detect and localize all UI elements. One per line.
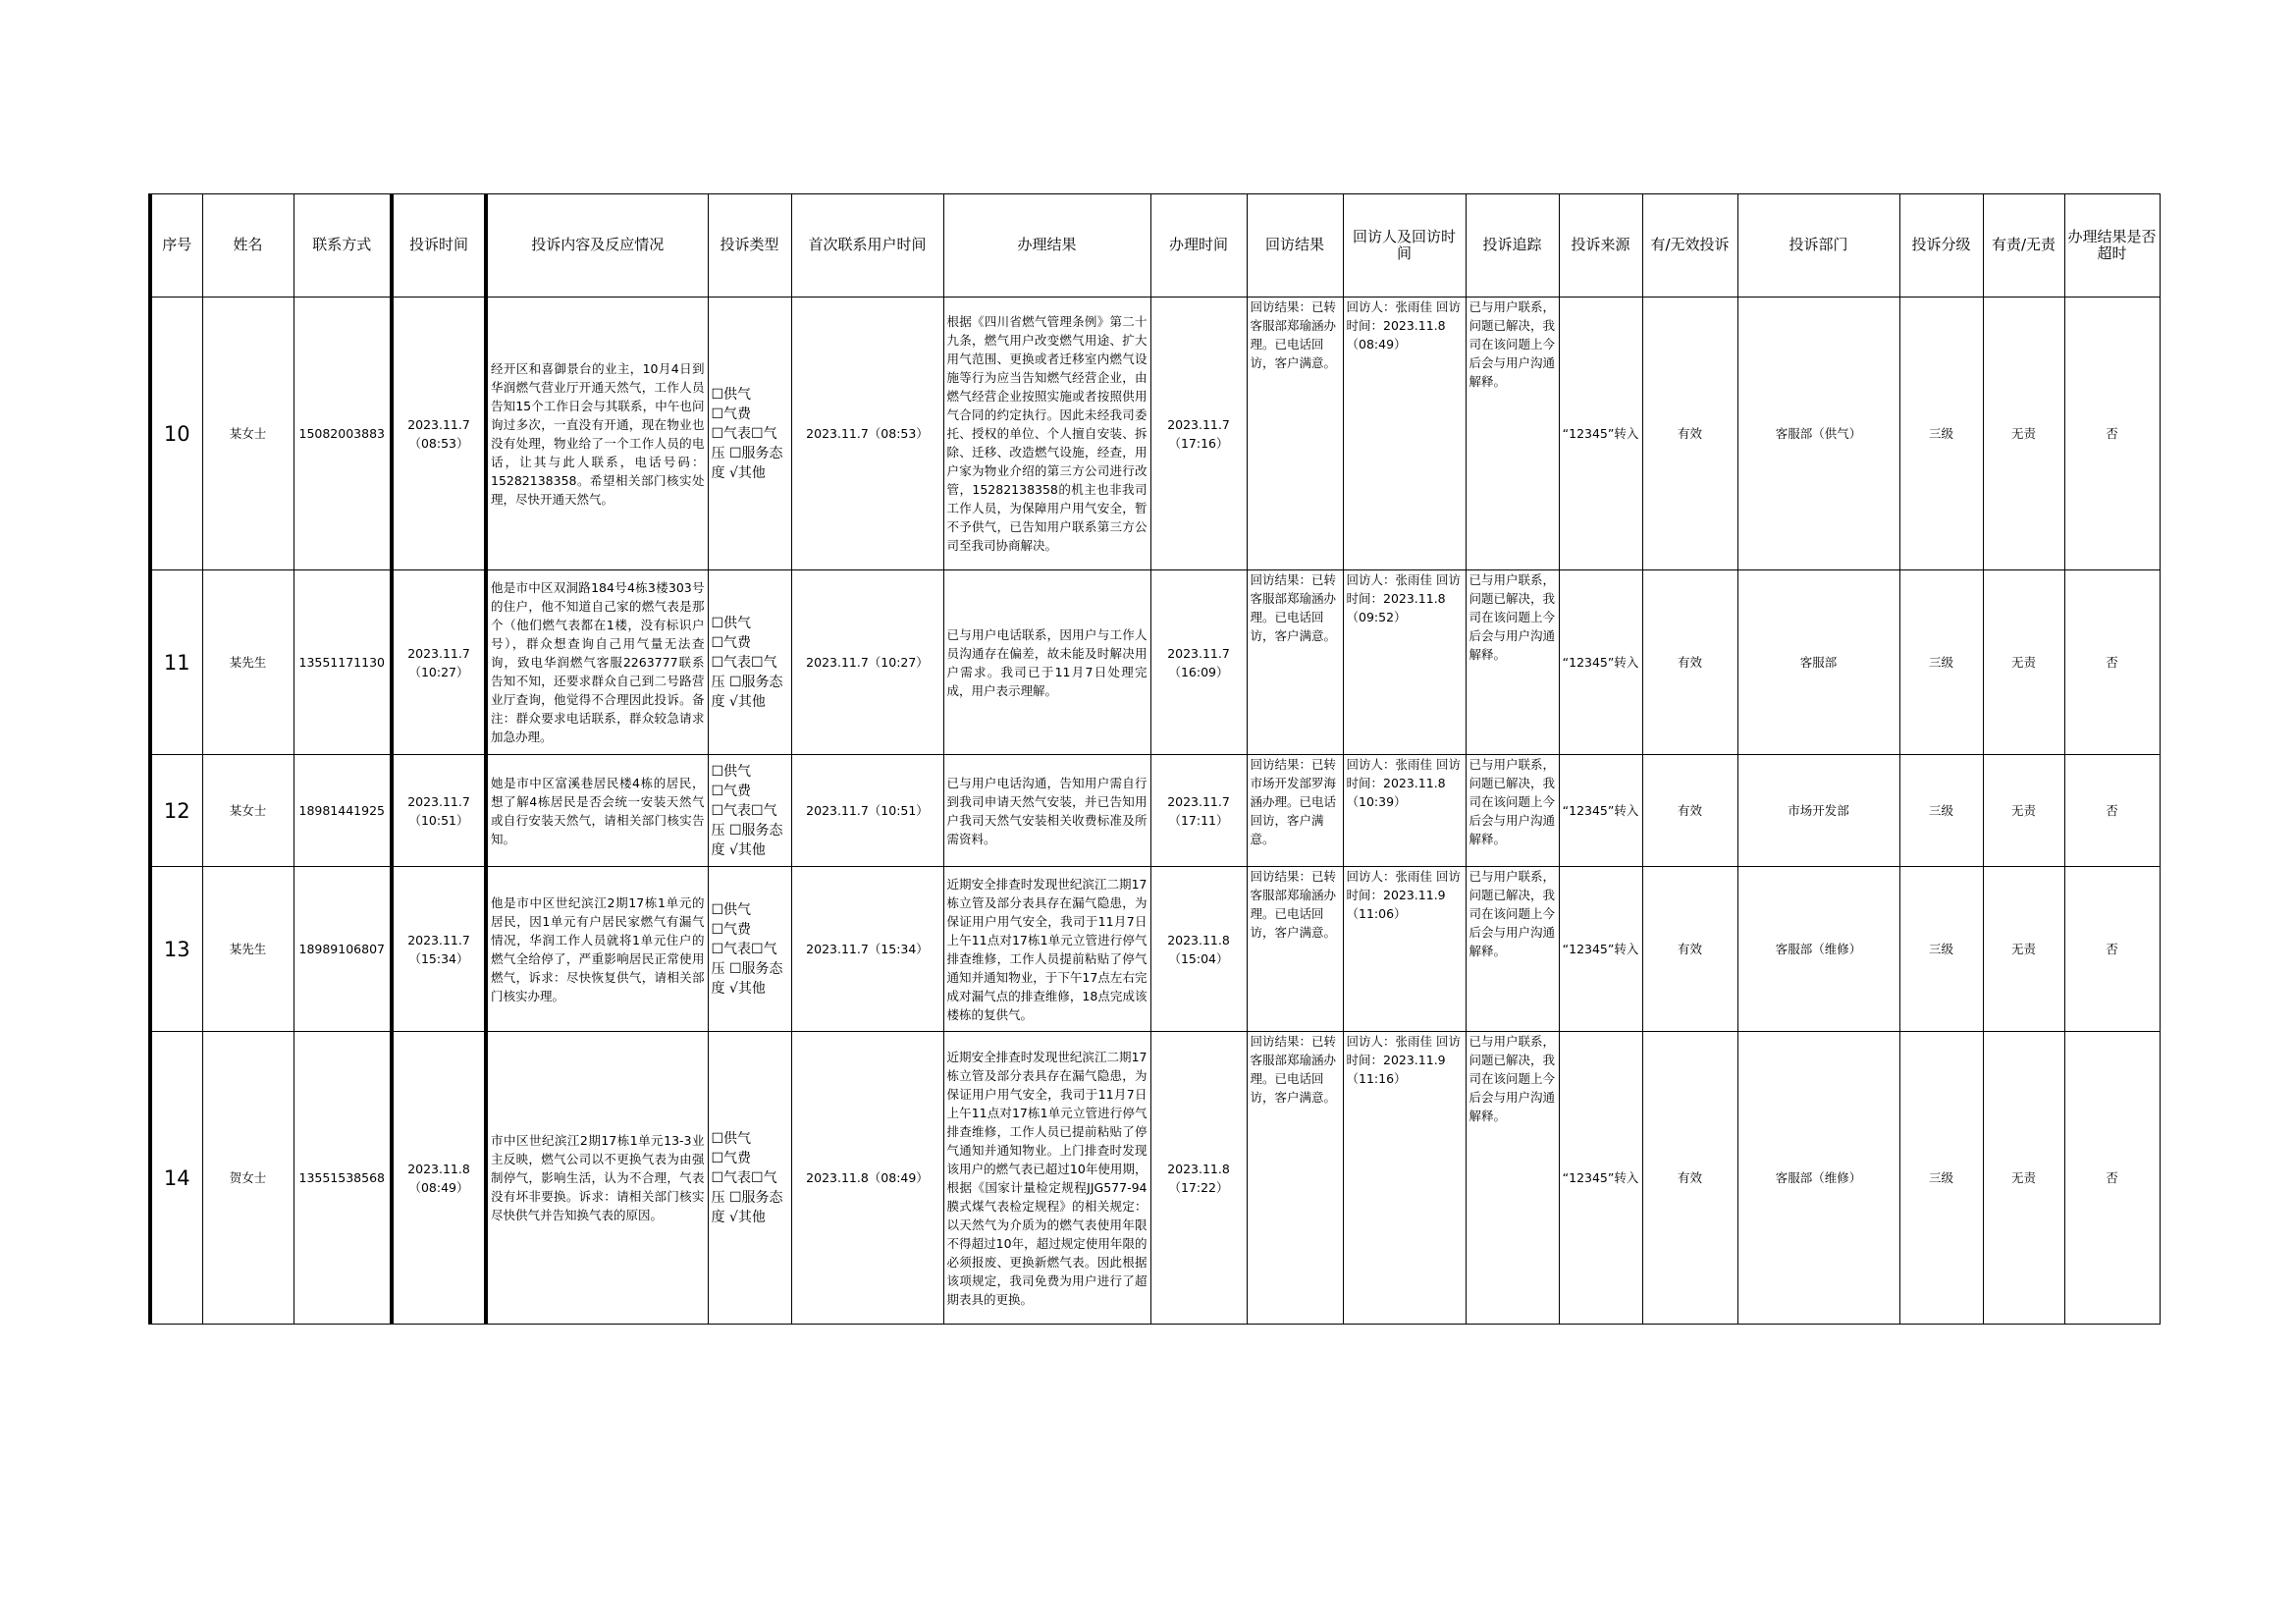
type-option: ☐气费 — [711, 406, 752, 422]
complaint-content: 他是市中区世纪滨江2期17栋1单元的居民，因1单元有户居民家燃气有漏气情况，华润工作人员就将1单元住户的燃气全给停了，严重影响居民正常使用燃气，诉求：尽快恢复供气，请相关部门核实办理。 — [486, 867, 708, 1032]
customer-name: 某女士 — [202, 755, 294, 867]
handling-result — [943, 570, 1150, 755]
header-handle-time: 办理时间 — [1150, 194, 1247, 298]
visit-result: 回访结果：已转客服部郑瑜涵办理。已电话回访，客户满意。 — [1247, 867, 1343, 1032]
type-option: ☐气表☐气压 ☐服务态度 √其他 — [711, 1169, 783, 1225]
handling-result — [943, 298, 1150, 570]
complaint-time: 2023.11.7（10:27） — [392, 570, 486, 755]
validity: 有效 — [1642, 570, 1737, 755]
row-number: 13 — [150, 867, 202, 1032]
complaint-content: 她是市中区富溪巷居民楼4栋的居民，想了解4栋居民是否会统一安装天然气或自行安装天然气，请相关部门核实告知。 — [486, 755, 708, 867]
customer-phone: 13551538568 — [294, 1032, 392, 1325]
customer-phone: 18981441925 — [294, 755, 392, 867]
type-option: ☐气费 — [711, 921, 752, 938]
overdue: 否 — [2064, 867, 2160, 1032]
handling-result-text: 已与用户电话联系，因用户与工作人员沟通存在偏差，故未能及时解决用户需求。我司已于11月7日处理完成，用户表示理解。 — [946, 626, 1148, 698]
complaint-level: 三级 — [1899, 298, 1983, 570]
first-contact-time: 2023.11.7（15:34） — [791, 867, 943, 1032]
header-complaint-time: 投诉时间 — [392, 194, 486, 298]
type-option: ☐气表☐气压 ☐服务态度 √其他 — [711, 425, 783, 481]
overdue: 否 — [2064, 298, 2160, 570]
validity: 有效 — [1642, 1032, 1737, 1325]
first-contact-time: 2023.11.7（10:51） — [791, 755, 943, 867]
table-row — [150, 298, 2160, 570]
header-visit-result: 回访结果 — [1247, 194, 1343, 298]
visitor-and-time: 回访人：张雨佳 回访时间：2023.11.8（10:39） — [1343, 755, 1466, 867]
complaint-type — [708, 867, 791, 1032]
handling-result — [943, 1032, 1150, 1325]
visit-result: 回访结果：已转客服部郑瑜涵办理。已电话回访，客户满意。 — [1247, 298, 1343, 570]
overdue: 否 — [2064, 755, 2160, 867]
complaint-tracking: 已与用户联系，问题已解决，我司在该问题上今后会与用户沟通解释。 — [1466, 867, 1559, 1032]
type-option: ☐气费 — [711, 634, 752, 651]
customer-phone: 18989106807 — [294, 867, 392, 1032]
customer-name: 某女士 — [202, 298, 294, 570]
header-type: 投诉类型 — [708, 194, 791, 298]
type-option: ☐气费 — [711, 1150, 752, 1166]
validity: 有效 — [1642, 867, 1737, 1032]
type-option: ☐气表☐气压 ☐服务态度 √其他 — [711, 941, 783, 997]
complaint-type — [708, 755, 791, 867]
header-row — [150, 194, 2160, 298]
complaint-source: “12345”转入 — [1559, 298, 1642, 570]
department: 客服部（维修） — [1737, 867, 1899, 1032]
complaint-type — [708, 298, 791, 570]
complaint-type-options — [712, 614, 788, 712]
complaint-level: 三级 — [1899, 1032, 1983, 1325]
customer-name: 某先生 — [202, 867, 294, 1032]
header-level: 投诉分级 — [1899, 194, 1983, 298]
visitor-and-time: 回访人：张雨佳 回访时间：2023.11.9（11:06） — [1343, 867, 1466, 1032]
department: 市场开发部 — [1737, 755, 1899, 867]
department: 客服部（供气） — [1737, 298, 1899, 570]
department: 客服部（维修） — [1737, 1032, 1899, 1325]
table-row — [150, 755, 2160, 867]
handling-result-text: 近期安全排查时发现世纪滨江二期17栋立管及部分表具存在漏气隐患，为保证用户用气安全，我司于11月7日上午11点对17栋1单元立管进行停气排查维修，工作人员已提前粘贴了停气通知并通知物业。上门排查时发现该用户的燃气表已超过10年使用期，根据《国家计量检定规程JJG577-94膜式煤气表检定规程》的相关规定：以天然气为介质为的燃气表使用年限不得超过10年，超过规定使用年限的必须报废、更换新燃气表。因此根据该项规定，我司免费为用户进行了超期表具的更换。 — [946, 1049, 1148, 1307]
validity: 有效 — [1642, 755, 1737, 867]
complaint-source: “12345”转入 — [1559, 570, 1642, 755]
liability: 无责 — [1983, 867, 2064, 1032]
header-first-contact: 首次联系用户时间 — [791, 194, 943, 298]
handling-result — [943, 867, 1150, 1032]
complaint-content: 他是市中区双洞路184号4栋3楼303号的住户，他不知道自己家的燃气表是那个（他们燃气表都在1楼，没有标识户号），群众想查询自己用气量无法查询，致电华润燃气客服2263777联系告知不知，还要求群众自己到二号路营业厅查询，他觉得不合理因此投诉。备注：群众要求电话联系，群众较急请求加急办理。 — [486, 570, 708, 755]
handling-result-text: 近期安全排查时发现世纪滨江二期17栋立管及部分表具存在漏气隐患，为保证用户用气安全，我司于11月7日上午11点对17栋1单元立管进行停气排查维修，工作人员提前粘贴了停气通知并通知物业，于下午17点左右完成对漏气点的排查维修，18点完成该楼栋的复供气。 — [946, 876, 1148, 1022]
complaint-type-options — [712, 762, 788, 860]
handling-result-text: 根据《四川省燃气管理条例》第二十九条，燃气用户改变燃气用途、扩大用气范围、更换或者迁移室内燃气设施等行为应当告知燃气经营企业，由燃气经营企业按照实施或者按照供用气合同的约定执行。因此未经我司委托、授权的单位、个人擅自安装、拆除、迁移、改造燃气设施，经查，用户家为物业介绍的第三方公司进行改管，15282138358的机主也非我司工作人员，为保障用户用气安全，暂不予供气，已告知用户联系第三方公司至我司协商解决。 — [946, 314, 1148, 553]
complaint-tracking: 已与用户联系，问题已解决，我司在该问题上今后会与用户沟通解释。 — [1466, 755, 1559, 867]
visitor-and-time: 回访人：张雨佳 回访时间：2023.11.8（08:49） — [1343, 298, 1466, 570]
complaint-level: 三级 — [1899, 755, 1983, 867]
liability: 无责 — [1983, 1032, 2064, 1325]
complaint-source: “12345”转入 — [1559, 867, 1642, 1032]
complaint-time: 2023.11.7（08:53） — [392, 298, 486, 570]
table-row — [150, 570, 2160, 755]
customer-name: 贺女士 — [202, 1032, 294, 1325]
type-option: ☐供气 — [711, 901, 752, 918]
row-number: 14 — [150, 1032, 202, 1325]
customer-phone: 15082003883 — [294, 298, 392, 570]
table-row — [150, 867, 2160, 1032]
header-valid: 有/无效投诉 — [1642, 194, 1737, 298]
type-option: ☐气表☐气压 ☐服务态度 √其他 — [711, 654, 783, 710]
complaint-content: 市中区世纪滨江2期17栋1单元13-3业主反映，燃气公司以不更换气表为由强制停气，影响生活，认为不合理，气表没有坏非要换。诉求：请相关部门核实尽快供气并告知换气表的原因。 — [486, 1032, 708, 1325]
type-option: ☐供气 — [711, 386, 752, 403]
complaint-tracking: 已与用户联系，问题已解决，我司在该问题上今后会与用户沟通解释。 — [1466, 570, 1559, 755]
complaint-time: 2023.11.7（10:51） — [392, 755, 486, 867]
header-overdue: 办理结果是否超时 — [2064, 194, 2160, 298]
liability: 无责 — [1983, 570, 2064, 755]
type-option: ☐供气 — [711, 615, 752, 631]
liability: 无责 — [1983, 298, 2064, 570]
header-content: 投诉内容及反应情况 — [486, 194, 708, 298]
complaint-source: “12345”转入 — [1559, 1032, 1642, 1325]
customer-phone: 13551171130 — [294, 570, 392, 755]
first-contact-time: 2023.11.7（08:53） — [791, 298, 943, 570]
liability: 无责 — [1983, 755, 2064, 867]
handling-time: 2023.11.7（17:16） — [1150, 298, 1247, 570]
header-visitor: 回访人及回访时间 — [1343, 194, 1466, 298]
complaint-tracking: 已与用户联系，问题已解决，我司在该问题上今后会与用户沟通解释。 — [1466, 298, 1559, 570]
first-contact-time: 2023.11.8（08:49） — [791, 1032, 943, 1325]
table-body — [150, 298, 2160, 1325]
handling-time: 2023.11.7（16:09） — [1150, 570, 1247, 755]
header-source: 投诉来源 — [1559, 194, 1642, 298]
department: 客服部 — [1737, 570, 1899, 755]
type-option: ☐气费 — [711, 783, 752, 799]
visit-result: 回访结果：已转客服部郑瑜涵办理。已电话回访，客户满意。 — [1247, 570, 1343, 755]
complaint-type — [708, 1032, 791, 1325]
complaint-type-options — [712, 385, 788, 483]
type-option: ☐供气 — [711, 1130, 752, 1147]
overdue: 否 — [2064, 570, 2160, 755]
visit-result: 回访结果：已转客服部郑瑜涵办理。已电话回访，客户满意。 — [1247, 1032, 1343, 1325]
row-number: 12 — [150, 755, 202, 867]
visitor-and-time: 回访人：张雨佳 回访时间：2023.11.8（09:52） — [1343, 570, 1466, 755]
visitor-and-time: 回访人：张雨佳 回访时间：2023.11.9（11:16） — [1343, 1032, 1466, 1325]
complaint-type-options — [712, 1129, 788, 1227]
table-row — [150, 1032, 2160, 1325]
complaint-content: 经开区和喜御景台的业主，10月4日到华润燃气营业厅开通天然气，工作人员告知15个工作日会与其联系，中午也问询过多次，一直没有开通，现在物业也没有处理，物业给了一个工作人员的电话，让其与此人联系，电话号码：15282138358。希望相关部门核实处理，尽快开通天然气。 — [486, 298, 708, 570]
complaint-level: 三级 — [1899, 570, 1983, 755]
header-tracking: 投诉追踪 — [1466, 194, 1559, 298]
row-number: 11 — [150, 570, 202, 755]
visit-result: 回访结果：已转市场开发部罗海涵办理。已电话回访，客户满意。 — [1247, 755, 1343, 867]
handling-result-text: 已与用户电话沟通，告知用户需自行到我司申请天然气安装，并已告知用户我司天然气安装相关收费标准及所需资料。 — [946, 775, 1148, 846]
handling-time: 2023.11.8（17:22） — [1150, 1032, 1247, 1325]
row-number: 10 — [150, 298, 202, 570]
complaint-source: “12345”转入 — [1559, 755, 1642, 867]
header-liability: 有责/无责 — [1983, 194, 2064, 298]
header-contact: 联系方式 — [294, 194, 392, 298]
handling-time: 2023.11.8（15:04） — [1150, 867, 1247, 1032]
first-contact-time: 2023.11.7（10:27） — [791, 570, 943, 755]
validity: 有效 — [1642, 298, 1737, 570]
complaint-time: 2023.11.8（08:49） — [392, 1032, 486, 1325]
header-no: 序号 — [150, 194, 202, 298]
header-result: 办理结果 — [943, 194, 1150, 298]
complaint-level: 三级 — [1899, 867, 1983, 1032]
header-name: 姓名 — [202, 194, 294, 298]
type-option: ☐气表☐气压 ☐服务态度 √其他 — [711, 802, 783, 858]
header-dept: 投诉部门 — [1737, 194, 1899, 298]
complaint-table — [148, 193, 2161, 1325]
overdue: 否 — [2064, 1032, 2160, 1325]
handling-result — [943, 755, 1150, 867]
handling-time: 2023.11.7（17:11） — [1150, 755, 1247, 867]
complaint-type — [708, 570, 791, 755]
complaint-type-options — [712, 900, 788, 999]
complaint-tracking: 已与用户联系，问题已解决，我司在该问题上今后会与用户沟通解释。 — [1466, 1032, 1559, 1325]
type-option: ☐供气 — [711, 763, 752, 780]
customer-name: 某先生 — [202, 570, 294, 755]
complaint-time: 2023.11.7（15:34） — [392, 867, 486, 1032]
